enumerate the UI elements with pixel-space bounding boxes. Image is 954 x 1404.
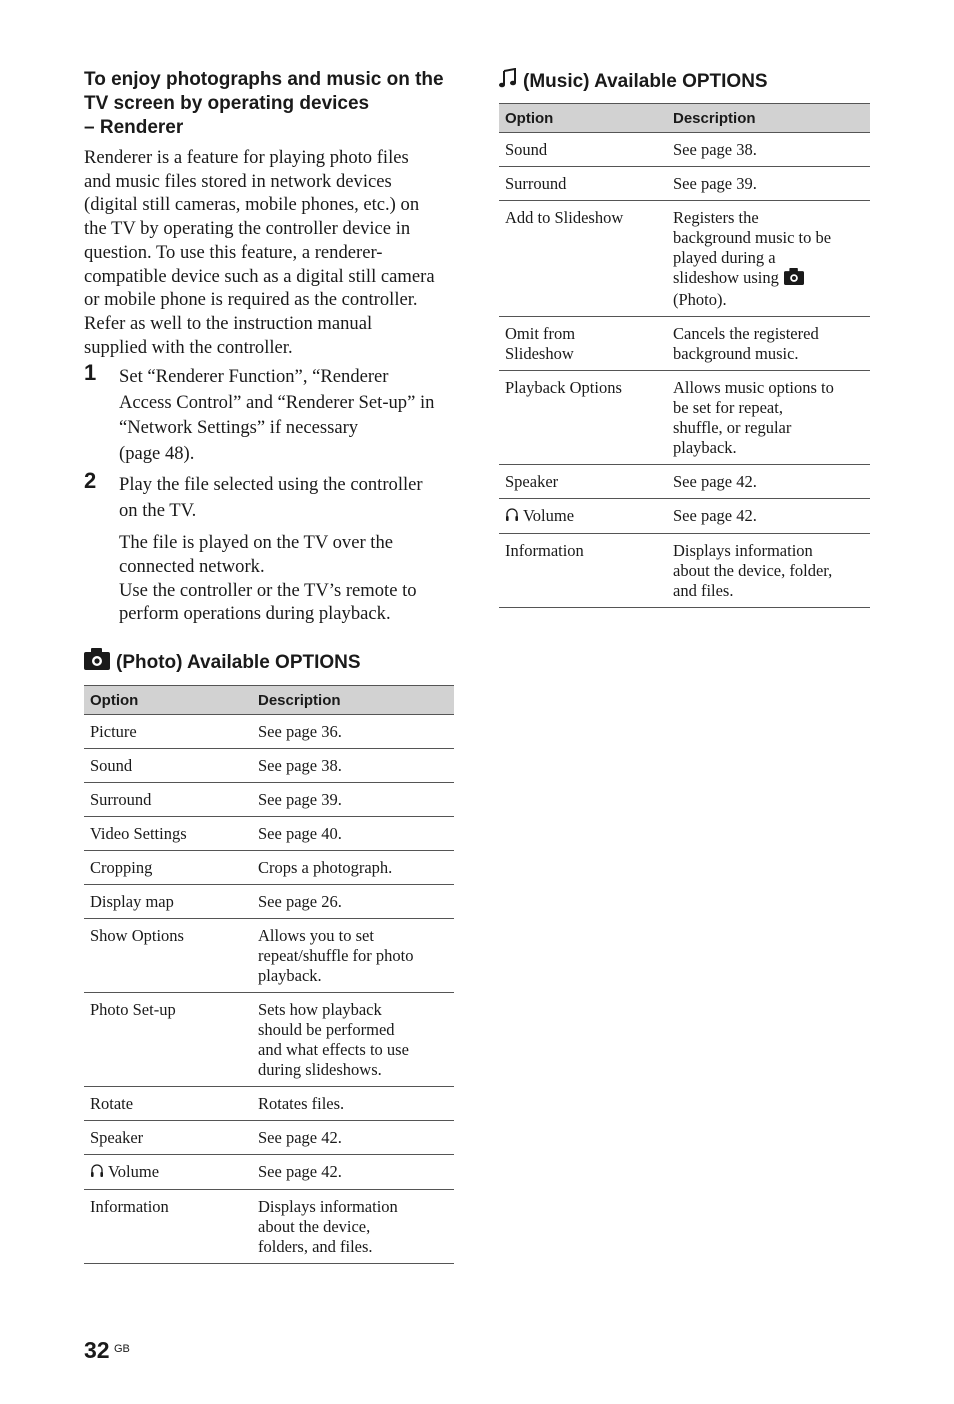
table-row — [499, 133, 870, 167]
description-text: See page 39. — [673, 174, 757, 193]
description-text: See page 26. — [258, 892, 342, 912]
table-row — [499, 499, 870, 534]
page-number: 32 — [84, 1337, 110, 1363]
page-region-code: GB — [114, 1343, 130, 1355]
option-cell — [499, 133, 667, 167]
headphones-icon — [90, 1163, 104, 1183]
description-text: be set for repeat, — [673, 398, 783, 418]
option-cell — [84, 1155, 252, 1190]
table-row — [499, 465, 870, 499]
option-text: Omit from — [505, 324, 576, 344]
step-line: on the TV. — [119, 499, 197, 521]
column-header-description: Description — [667, 104, 870, 133]
description-text: played during a — [673, 248, 776, 267]
title-line: To enjoy photographs and music on the — [84, 69, 444, 90]
description-text: Sets how playback — [258, 1000, 382, 1020]
step-line: Set “Renderer Function”, “Renderer — [119, 366, 389, 388]
description-text: See page 38. — [673, 140, 757, 159]
option-cell — [84, 993, 252, 1087]
description-text: playback. — [673, 438, 737, 458]
option-cell — [499, 465, 667, 499]
column-header-option: Option — [499, 104, 667, 133]
description-text: Displays information — [673, 541, 813, 561]
table-row — [499, 534, 870, 608]
description-cell — [667, 371, 870, 465]
description-text: background music. — [673, 344, 799, 364]
description-cell — [667, 317, 870, 371]
option-text: Photo Set-up — [90, 1000, 176, 1020]
renderer-intro — [84, 146, 454, 359]
description-cell — [252, 1087, 454, 1121]
intro-line: question. To use this feature, a renderer- — [84, 241, 383, 263]
description-text: Cancels the registered — [673, 324, 819, 344]
option-cell — [499, 317, 667, 371]
description-text: about the device, — [258, 1217, 371, 1237]
option-text: Display map — [90, 892, 174, 912]
intro-line: and music files stored in network devices — [84, 170, 392, 192]
note-line: perform operations during playback. — [119, 603, 391, 625]
table-row — [84, 1121, 454, 1155]
description-cell — [667, 499, 870, 534]
description-cell — [252, 715, 454, 749]
step-number: 1 — [84, 360, 97, 386]
option-text: Show Options — [90, 926, 184, 946]
option-cell — [499, 167, 667, 201]
option-cell — [84, 749, 252, 783]
description-cell — [667, 465, 870, 499]
step-text — [119, 364, 454, 466]
description-text: Crops a photograph. — [258, 858, 393, 878]
music-note-icon — [499, 68, 517, 95]
description-text: and what effects to use — [258, 1040, 409, 1060]
description-cell — [252, 749, 454, 783]
table-row — [499, 167, 870, 201]
description-text: See page 42. — [258, 1162, 342, 1182]
music-table-body — [499, 133, 870, 608]
description-text: See page 39. — [258, 790, 342, 810]
description-text: and files. — [673, 581, 734, 601]
description-cell — [252, 1155, 454, 1190]
step-text — [119, 472, 454, 523]
step-line: “Network Settings” if necessary — [119, 417, 359, 439]
option-text: Surround — [90, 790, 152, 810]
right-column — [499, 68, 870, 608]
option-text: Add to Slideshow — [505, 208, 624, 227]
description-cell — [252, 783, 454, 817]
option-cell — [84, 817, 252, 851]
photo-table-body — [84, 715, 454, 1264]
description-text: about the device, folder, — [673, 561, 833, 581]
option-cell — [499, 371, 667, 465]
description-cell — [252, 1190, 454, 1264]
description-cell — [252, 851, 454, 885]
music-table-title-text: (Music) Available OPTIONS — [523, 70, 768, 92]
description-text: See page 38. — [258, 756, 342, 776]
description-cell — [252, 919, 454, 993]
option-text: Playback Options — [505, 378, 622, 398]
description-text: Allows you to set — [258, 926, 374, 946]
description-text: Registers the — [673, 208, 759, 227]
description-text: shuffle, or regular — [673, 418, 792, 438]
option-cell — [84, 1087, 252, 1121]
title-line: – Renderer — [84, 117, 184, 138]
description-cell — [252, 993, 454, 1087]
description-cell — [667, 534, 870, 608]
option-cell — [499, 534, 667, 608]
table-row — [84, 993, 454, 1087]
step-2 — [84, 468, 454, 523]
photo-options-section — [84, 648, 454, 1264]
description-cell — [667, 167, 870, 201]
table-row — [84, 715, 454, 749]
option-text: Speaker — [90, 1128, 144, 1148]
option-cell — [499, 201, 667, 317]
intro-line: or mobile phone is required as the controller. — [84, 289, 418, 311]
headphones-icon — [505, 507, 519, 527]
description-text: should be performed — [258, 1020, 395, 1040]
left-column — [84, 68, 454, 1264]
note-line: connected network. — [119, 556, 265, 578]
note-line: The file is played on the TV over the — [119, 532, 394, 554]
option-text: Volume — [108, 1162, 160, 1182]
description-text: See page 42. — [673, 506, 757, 526]
table-row — [84, 817, 454, 851]
table-row — [499, 317, 870, 371]
option-text: Cropping — [90, 858, 153, 878]
option-text: Information — [505, 541, 584, 561]
description-text: (Photo). — [673, 290, 727, 310]
description-text: Rotates files. — [258, 1094, 345, 1114]
table-row — [499, 201, 870, 317]
description-text: repeat/shuffle for photo — [258, 946, 414, 966]
description-cell — [252, 817, 454, 851]
intro-line: supplied with the controller. — [84, 336, 293, 358]
option-text: Video Settings — [90, 824, 187, 844]
table-row — [84, 885, 454, 919]
note-line: Use the controller or the TV’s remote to — [119, 579, 417, 601]
description-text: folders, and files. — [258, 1237, 373, 1257]
description-text: See page 36. — [258, 722, 342, 742]
table-row — [84, 919, 454, 993]
description-cell — [667, 201, 870, 317]
table-row — [84, 1190, 454, 1264]
description-text: See page 42. — [258, 1128, 342, 1148]
option-text: Rotate — [90, 1094, 134, 1114]
table-row — [84, 783, 454, 817]
description-cell — [667, 133, 870, 167]
intro-line: Renderer is a feature for playing photo files — [84, 147, 409, 168]
title-line: TV screen by operating devices — [84, 93, 370, 114]
description-text: See page 40. — [258, 824, 342, 844]
step-number: 2 — [84, 468, 97, 494]
step-line: Access Control” and “Renderer Set-up” in — [119, 391, 435, 413]
intro-line: the TV by operating the controller device in — [84, 218, 411, 240]
option-text: Sound — [90, 756, 133, 776]
step-2-note — [84, 531, 454, 626]
camera-icon — [784, 268, 804, 290]
table-row — [84, 1087, 454, 1121]
option-text: Speaker — [505, 472, 559, 492]
photo-options-table — [84, 685, 454, 1264]
step-line: Play the file selected using the controller — [119, 474, 423, 496]
photo-table-title — [84, 648, 454, 677]
description-cell — [252, 885, 454, 919]
description-text: Allows music options to — [673, 378, 834, 398]
option-text: Surround — [505, 174, 567, 193]
column-header-description: Description — [252, 686, 454, 715]
camera-icon — [84, 648, 110, 677]
table-header-row — [84, 686, 454, 715]
description-text: slideshow using — [673, 268, 779, 287]
option-cell — [84, 1190, 252, 1264]
description-text: playback. — [258, 966, 322, 986]
option-text: Sound — [505, 140, 548, 159]
option-text: Slideshow — [505, 344, 574, 364]
step-line: (page 48). — [119, 442, 195, 464]
description-text: Displays information — [258, 1197, 398, 1217]
option-cell — [84, 715, 252, 749]
option-text: Volume — [523, 506, 575, 526]
renderer-section-title — [84, 68, 454, 140]
option-cell — [499, 499, 667, 534]
intro-line: compatible device such as a digital still camera — [84, 265, 435, 287]
option-text: Picture — [90, 722, 137, 742]
table-row — [84, 851, 454, 885]
description-text: See page 42. — [673, 472, 757, 492]
option-cell — [84, 919, 252, 993]
option-cell — [84, 1121, 252, 1155]
intro-line: (digital still cameras, mobile phones, etc.) on — [84, 194, 420, 216]
table-row — [84, 1155, 454, 1190]
option-cell — [84, 783, 252, 817]
intro-line: Refer as well to the instruction manual — [84, 312, 373, 334]
table-row — [84, 749, 454, 783]
photo-table-title-text: (Photo) Available OPTIONS — [116, 651, 361, 673]
description-text: during slideshows. — [258, 1060, 382, 1080]
table-row — [499, 371, 870, 465]
option-cell — [84, 885, 252, 919]
description-text: background music to be — [673, 228, 832, 247]
table-header-row — [499, 104, 870, 133]
music-options-table — [499, 103, 870, 608]
description-cell — [252, 1121, 454, 1155]
music-table-title — [499, 68, 870, 95]
column-header-option: Option — [84, 686, 252, 715]
option-cell — [84, 851, 252, 885]
option-text: Information — [90, 1197, 169, 1217]
step-1 — [84, 360, 454, 466]
